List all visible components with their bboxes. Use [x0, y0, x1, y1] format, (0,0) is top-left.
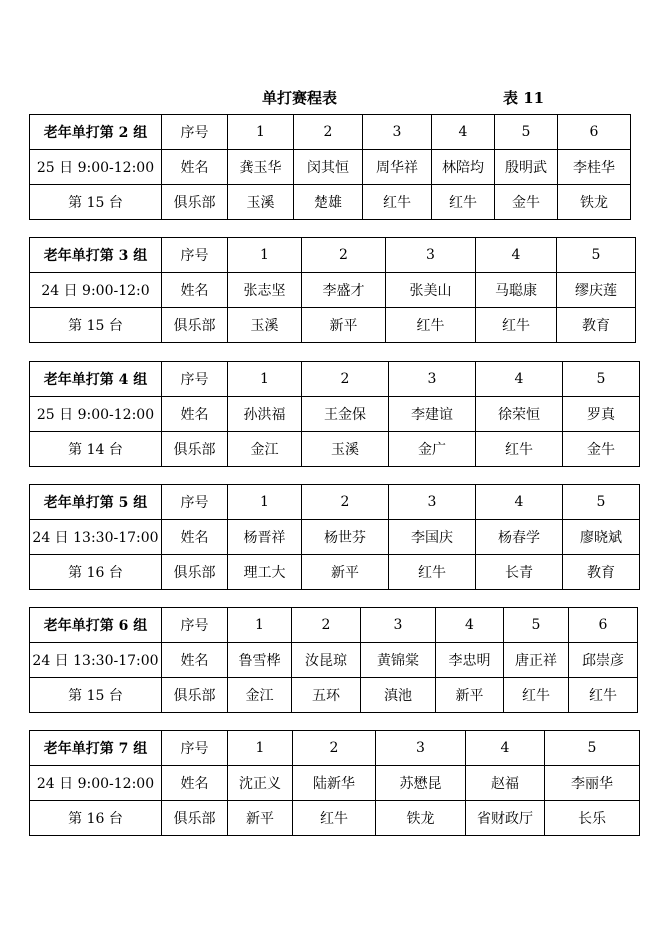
group-name: 老年单打第 5 组 [30, 485, 162, 520]
player-club: 红牛 [389, 555, 476, 590]
table-row [30, 273, 636, 308]
player-name: 李忠明 [436, 643, 504, 678]
table-row [30, 238, 636, 273]
table-row [30, 766, 640, 801]
row-label: 俱乐部 [162, 555, 228, 590]
player-club: 红牛 [476, 432, 563, 467]
player-no: 4 [436, 608, 504, 643]
player-name: 殷明武 [495, 150, 558, 185]
player-name: 廖晓斌 [563, 520, 640, 555]
player-club: 红牛 [504, 678, 569, 713]
player-name: 缪庆莲 [557, 273, 636, 308]
player-no: 4 [466, 731, 545, 766]
player-no: 1 [228, 362, 302, 397]
player-name: 沈正义 [228, 766, 293, 801]
player-name: 张志坚 [228, 273, 302, 308]
group-time: 25 日 9:00-12:00 [30, 150, 162, 185]
row-label: 姓名 [162, 150, 228, 185]
player-club: 教育 [557, 308, 636, 343]
row-label: 序号 [162, 115, 228, 150]
group-time: 24 日 9:00-12:00 [30, 766, 162, 801]
player-no: 1 [228, 115, 294, 150]
row-label: 姓名 [162, 397, 228, 432]
player-club: 红牛 [432, 185, 495, 220]
player-no: 3 [363, 115, 432, 150]
player-name: 周华祥 [363, 150, 432, 185]
group-table-number: 第 16 台 [30, 801, 162, 836]
table-row [30, 801, 640, 836]
player-name: 杨世芬 [302, 520, 389, 555]
group-name: 老年单打第 3 组 [30, 238, 162, 273]
row-label: 俱乐部 [162, 801, 228, 836]
table-row [30, 731, 640, 766]
player-name: 闵其恒 [294, 150, 363, 185]
player-no: 3 [389, 485, 476, 520]
player-no: 6 [558, 115, 631, 150]
player-no: 2 [294, 115, 363, 150]
player-name: 赵福 [466, 766, 545, 801]
player-name: 汝昆琼 [292, 643, 361, 678]
row-label: 序号 [162, 608, 228, 643]
group-table-number: 第 14 台 [30, 432, 162, 467]
player-club: 五环 [292, 678, 361, 713]
group-table [29, 730, 640, 836]
player-club: 红牛 [293, 801, 376, 836]
player-name: 李桂华 [558, 150, 631, 185]
player-name: 杨晋祥 [228, 520, 302, 555]
player-club: 玉溪 [302, 432, 389, 467]
player-club: 铁龙 [376, 801, 466, 836]
player-club: 玉溪 [228, 185, 294, 220]
player-club: 玉溪 [228, 308, 302, 343]
group-table [29, 484, 640, 590]
player-no: 5 [563, 362, 640, 397]
player-no: 3 [376, 731, 466, 766]
group-time: 24 日 9:00-12:0 [30, 273, 162, 308]
player-club: 红牛 [569, 678, 638, 713]
table-row [30, 643, 638, 678]
group-time: 25 日 9:00-12:00 [30, 397, 162, 432]
player-no: 5 [563, 485, 640, 520]
player-name: 孙洪福 [228, 397, 302, 432]
player-name: 苏懋昆 [376, 766, 466, 801]
player-name: 黄锦棠 [361, 643, 436, 678]
player-name: 邱崇彦 [569, 643, 638, 678]
player-no: 2 [302, 238, 386, 273]
player-no: 5 [504, 608, 569, 643]
player-no: 1 [228, 731, 293, 766]
player-name: 鲁雪桦 [228, 643, 292, 678]
table-row [30, 485, 640, 520]
row-label: 姓名 [162, 643, 228, 678]
group-table-number: 第 15 台 [30, 185, 162, 220]
player-no: 3 [389, 362, 476, 397]
player-name: 陆新华 [293, 766, 376, 801]
row-label: 俱乐部 [162, 185, 228, 220]
group-name: 老年单打第 4 组 [30, 362, 162, 397]
player-name: 林陪均 [432, 150, 495, 185]
row-label: 序号 [162, 238, 228, 273]
player-no: 6 [569, 608, 638, 643]
table-row [30, 308, 636, 343]
group-table [29, 237, 636, 343]
group-table-number: 第 15 台 [30, 678, 162, 713]
player-name: 李丽华 [545, 766, 640, 801]
table-row [30, 608, 638, 643]
group-table [29, 114, 631, 220]
player-club: 长乐 [545, 801, 640, 836]
page-title: 单打赛程表 [262, 89, 338, 107]
group-time: 24 日 13:30-17:00 [30, 520, 162, 555]
row-label: 俱乐部 [162, 432, 228, 467]
player-club: 教育 [563, 555, 640, 590]
player-club: 金广 [389, 432, 476, 467]
group-table-number: 第 15 台 [30, 308, 162, 343]
player-no: 4 [476, 362, 563, 397]
table-row [30, 520, 640, 555]
player-no: 5 [495, 115, 558, 150]
player-name: 徐荣恒 [476, 397, 563, 432]
row-label: 俱乐部 [162, 308, 228, 343]
player-no: 1 [228, 485, 302, 520]
player-club: 金江 [228, 432, 302, 467]
player-no: 4 [432, 115, 495, 150]
row-label: 姓名 [162, 520, 228, 555]
table-row [30, 555, 640, 590]
player-club: 铁龙 [558, 185, 631, 220]
player-name: 马聪康 [476, 273, 557, 308]
table-row [30, 115, 631, 150]
table-row [30, 432, 640, 467]
player-no: 4 [476, 238, 557, 273]
player-no: 2 [292, 608, 361, 643]
group-name: 老年单打第 2 组 [30, 115, 162, 150]
player-no: 1 [228, 608, 292, 643]
player-no: 5 [545, 731, 640, 766]
player-club: 长青 [476, 555, 563, 590]
player-no: 4 [476, 485, 563, 520]
player-club: 金牛 [563, 432, 640, 467]
player-name: 王金保 [302, 397, 389, 432]
player-club: 新平 [228, 801, 293, 836]
table-number: 表 11 [503, 89, 545, 107]
player-club: 红牛 [363, 185, 432, 220]
group-table-number: 第 16 台 [30, 555, 162, 590]
row-label: 序号 [162, 731, 228, 766]
row-label: 姓名 [162, 273, 228, 308]
player-no: 1 [228, 238, 302, 273]
player-club: 新平 [302, 308, 386, 343]
player-club: 红牛 [476, 308, 557, 343]
player-name: 张美山 [386, 273, 476, 308]
player-no: 5 [557, 238, 636, 273]
player-club: 金牛 [495, 185, 558, 220]
table-row [30, 678, 638, 713]
player-no: 3 [386, 238, 476, 273]
row-label: 序号 [162, 485, 228, 520]
player-club: 红牛 [386, 308, 476, 343]
group-table [29, 607, 638, 713]
row-label: 序号 [162, 362, 228, 397]
player-no: 2 [293, 731, 376, 766]
player-name: 李盛才 [302, 273, 386, 308]
table-row [30, 185, 631, 220]
player-no: 2 [302, 362, 389, 397]
table-row [30, 362, 640, 397]
player-club: 新平 [302, 555, 389, 590]
player-name: 杨春学 [476, 520, 563, 555]
table-row [30, 150, 631, 185]
player-no: 3 [361, 608, 436, 643]
player-club: 金江 [228, 678, 292, 713]
player-club: 楚雄 [294, 185, 363, 220]
row-label: 姓名 [162, 766, 228, 801]
table-row [30, 397, 640, 432]
player-name: 李建谊 [389, 397, 476, 432]
row-label: 俱乐部 [162, 678, 228, 713]
player-name: 唐正祥 [504, 643, 569, 678]
player-club: 省财政厅 [466, 801, 545, 836]
player-club: 滇池 [361, 678, 436, 713]
player-name: 罗真 [563, 397, 640, 432]
group-table [29, 361, 640, 467]
player-no: 2 [302, 485, 389, 520]
player-club: 理工大 [228, 555, 302, 590]
group-name: 老年单打第 6 组 [30, 608, 162, 643]
player-name: 龚玉华 [228, 150, 294, 185]
player-club: 新平 [436, 678, 504, 713]
player-name: 李国庆 [389, 520, 476, 555]
group-time: 24 日 13:30-17:00 [30, 643, 162, 678]
group-name: 老年单打第 7 组 [30, 731, 162, 766]
